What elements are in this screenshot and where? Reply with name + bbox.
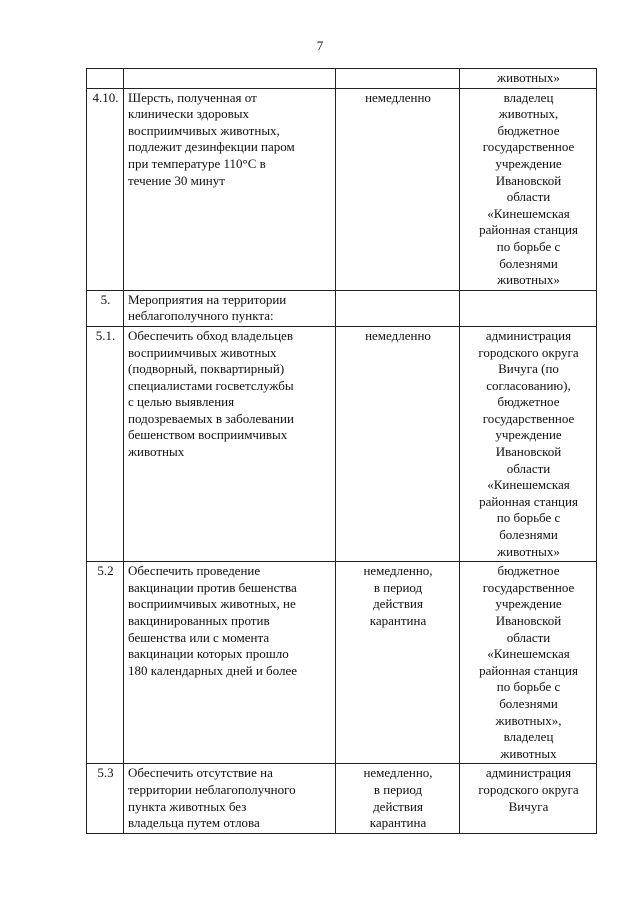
table-row [87, 290, 597, 326]
term-cell [336, 764, 460, 833]
item-number: 4.10. [92, 89, 119, 105]
action-text: Обеспечить обход владельцев восприимчивых животных (подворный, поквартирный) специалистами госветслужбы с целью выявления подозреваемых в заболевании бешенством восприимчивых животных [128, 327, 294, 460]
term-text: немедленно [365, 89, 431, 105]
item-number-cell [87, 764, 124, 833]
responsible-cell [460, 69, 597, 89]
item-number-cell [87, 88, 124, 290]
item-number-cell [87, 69, 124, 89]
responsible-text: владелец животных, бюджетное государственное учреждение Ивановской области «Кинешемская районная станция по борьбе с болезнями животных» [479, 89, 578, 288]
action-text: Мероприятия на территории неблагополучного пункта: [128, 291, 287, 324]
term-text: немедленно [365, 327, 431, 343]
table-row [87, 562, 597, 764]
item-number: 5.3 [97, 765, 114, 781]
responsible-text: животных» [497, 70, 560, 85]
action-cell [124, 326, 336, 561]
responsible-text: администрация городского округа Вичуга [478, 765, 579, 814]
table-row [87, 88, 597, 290]
action-cell [124, 69, 336, 89]
item-number: 5. [100, 291, 111, 307]
action-cell [124, 562, 336, 764]
item-number: 5.1. [95, 327, 116, 343]
table-row [87, 326, 597, 561]
responsible-cell [460, 290, 597, 326]
action-cell [124, 290, 336, 326]
item-number-cell [87, 326, 124, 561]
item-number: 5.2 [97, 563, 114, 579]
responsible-cell [460, 562, 597, 764]
action-cell [124, 764, 336, 833]
item-number-cell [87, 290, 124, 326]
term-cell [336, 562, 460, 764]
action-text: Обеспечить проведение вакцинации против бешенства восприимчивых животных, не вакцинированных против бешенства или с момента вакцинации которых прошло 180 календарных дней и более [128, 563, 298, 678]
responsible-cell [460, 88, 597, 290]
term-cell [336, 88, 460, 290]
page-number: 7 [316, 38, 324, 53]
responsible-text: бюджетное государственное учреждение Ивановской области «Кинешемская районная станция по борьбе с болезнями животных», владелец животных [479, 563, 578, 761]
term-cell [336, 69, 460, 89]
action-cell [124, 88, 336, 290]
action-text: Обеспечить отсутствие на территории неблагополучного пункта животных без владельца путем отлова [128, 765, 296, 831]
action-text: Шерсть, полученная от клинически здоровых восприимчивых животных, подлежит дезинфекции паром при температуре 110°С в течение 30 минут [128, 89, 295, 188]
term-text: немедленно, в период действия карантина [363, 765, 433, 831]
responsible-cell [460, 764, 597, 833]
measures-table [86, 68, 597, 834]
term-cell [336, 326, 460, 561]
table-row [87, 764, 597, 833]
item-number-cell [87, 562, 124, 764]
responsible-text: администрация городского округа Вичуга (по согласованию), бюджетное государственное учреждение Ивановской области «Кинешемская районная станция по борьбе с болезнями животных» [478, 327, 579, 559]
responsible-cell [460, 326, 597, 561]
term-cell [336, 290, 460, 326]
table-row [87, 69, 597, 89]
term-text: немедленно, в период действия карантина [363, 563, 433, 628]
